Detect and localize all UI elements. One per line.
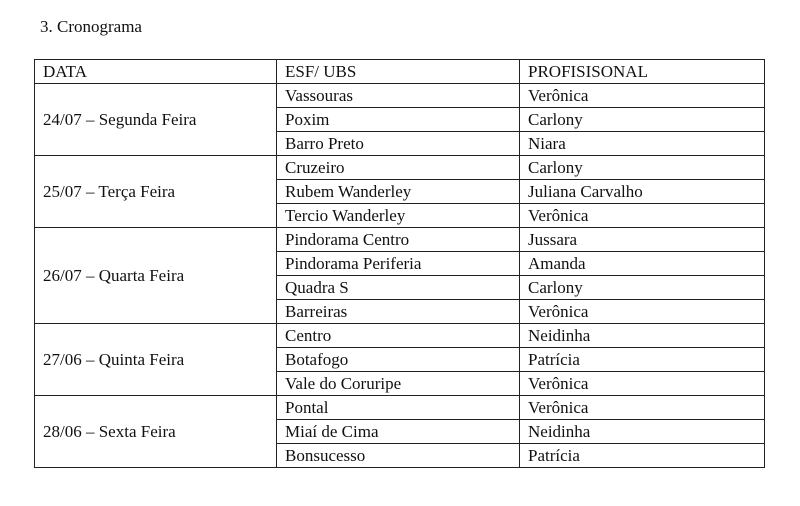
unit-cell: Pontal xyxy=(277,396,520,420)
professional-cell: Verônica xyxy=(520,372,765,396)
table-header-row xyxy=(35,60,765,84)
professional-cell: Neidinha xyxy=(520,420,765,444)
professional-cell: Carlony xyxy=(520,156,765,180)
table-row xyxy=(35,228,765,252)
date-cell: 28/06 – Sexta Feira xyxy=(35,396,277,468)
unit-cell: Botafogo xyxy=(277,348,520,372)
unit-cell: Quadra S xyxy=(277,276,520,300)
unit-cell: Pindorama Periferia xyxy=(277,252,520,276)
unit-cell: Bonsucesso xyxy=(277,444,520,468)
date-cell: 24/07 – Segunda Feira xyxy=(35,84,277,156)
professional-cell: Verônica xyxy=(520,84,765,108)
unit-cell: Pindorama Centro xyxy=(277,228,520,252)
header-date: DATA xyxy=(35,60,277,84)
professional-cell: Verônica xyxy=(520,396,765,420)
header-unit: ESF/ UBS xyxy=(277,60,520,84)
table-row xyxy=(35,324,765,348)
table-row xyxy=(35,84,765,108)
unit-cell: Barreiras xyxy=(277,300,520,324)
table-row xyxy=(35,396,765,420)
unit-cell: Cruzeiro xyxy=(277,156,520,180)
unit-cell: Poxim xyxy=(277,108,520,132)
professional-cell: Jussara xyxy=(520,228,765,252)
professional-cell: Amanda xyxy=(520,252,765,276)
professional-cell: Juliana Carvalho xyxy=(520,180,765,204)
professional-cell: Carlony xyxy=(520,108,765,132)
professional-cell: Verônica xyxy=(520,204,765,228)
unit-cell: Vassouras xyxy=(277,84,520,108)
unit-cell: Rubem Wanderley xyxy=(277,180,520,204)
table-row xyxy=(35,156,765,180)
unit-cell: Centro xyxy=(277,324,520,348)
schedule-body xyxy=(35,84,765,468)
date-cell: 26/07 – Quarta Feira xyxy=(35,228,277,324)
unit-cell: Vale do Coruripe xyxy=(277,372,520,396)
professional-cell: Verônica xyxy=(520,300,765,324)
date-cell: 27/06 – Quinta Feira xyxy=(35,324,277,396)
professional-cell: Neidinha xyxy=(520,324,765,348)
section-title: 3. Cronograma xyxy=(40,17,142,36)
header-professional: PROFISISONAL xyxy=(520,60,765,84)
professional-cell: Niara xyxy=(520,132,765,156)
date-cell: 25/07 – Terça Feira xyxy=(35,156,277,228)
unit-cell: Barro Preto xyxy=(277,132,520,156)
unit-cell: Miaí de Cima xyxy=(277,420,520,444)
schedule-table xyxy=(34,59,765,468)
professional-cell: Patrícia xyxy=(520,444,765,468)
professional-cell: Patrícia xyxy=(520,348,765,372)
unit-cell: Tercio Wanderley xyxy=(277,204,520,228)
professional-cell: Carlony xyxy=(520,276,765,300)
